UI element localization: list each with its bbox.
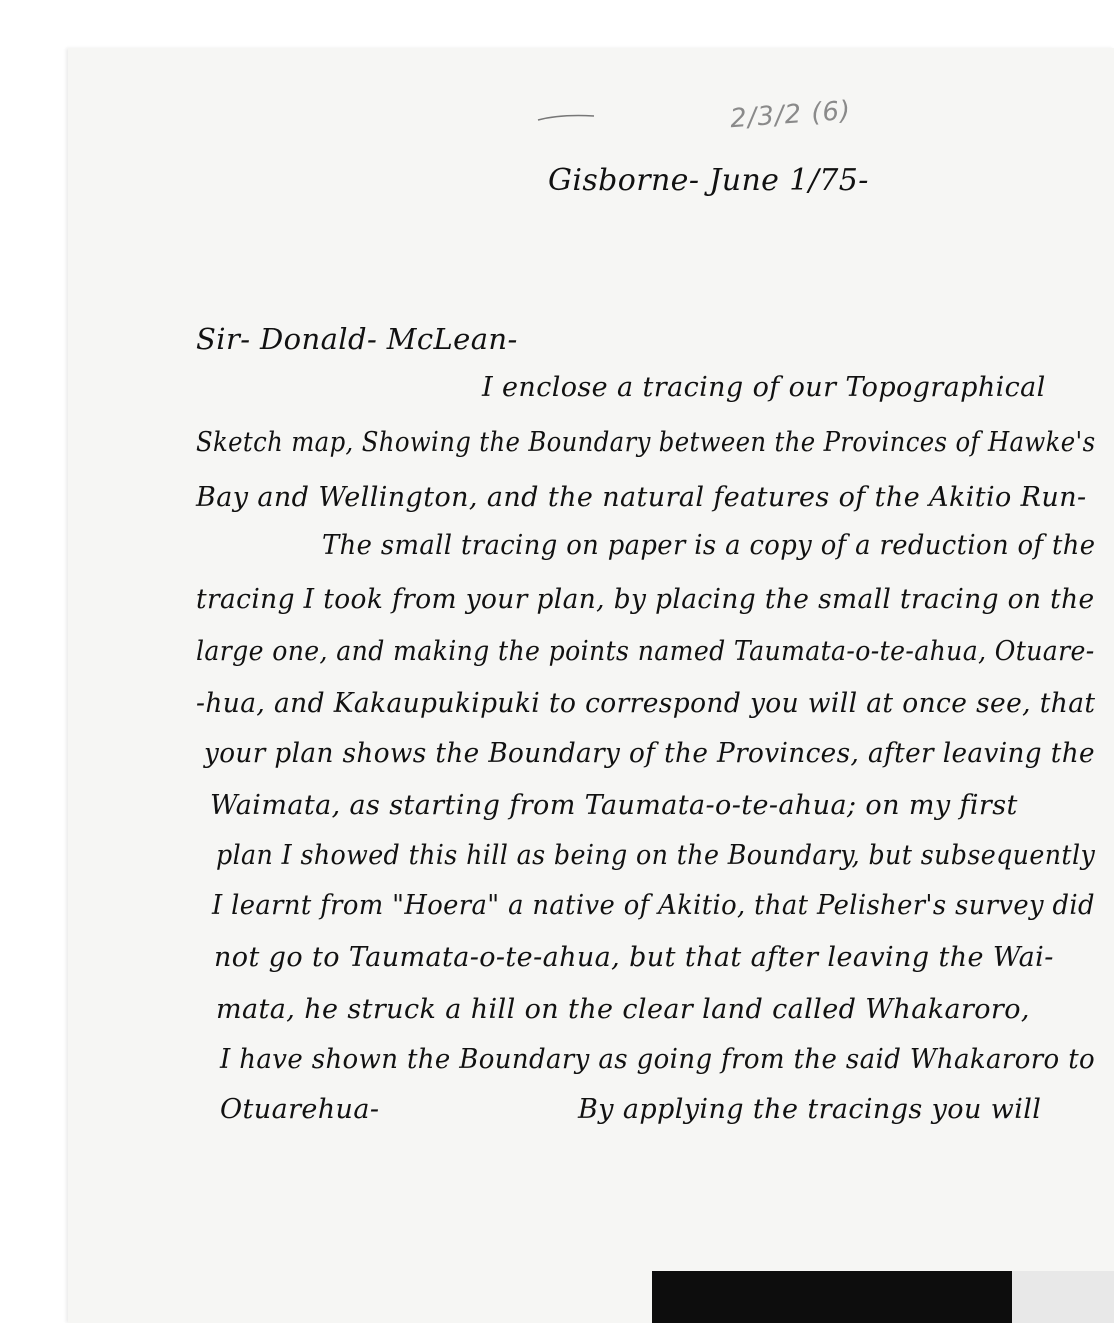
body-line: Bay and Wellington, and the natural features of the Akitio Run- [196,482,1087,513]
archive-reference-number: 2/3/2 (6) [729,95,853,135]
body-line: plan I showed this hill as being on the Boundary, but subsequently [216,840,1096,871]
body-line: Otuarehua- [220,1094,380,1125]
pencil-stroke-mark [536,112,596,122]
body-line: Waimata, as starting from Taumata-o-te-ahua; on my first [210,790,1018,821]
body-line: large one, and making the points named Taumata-o-te-ahua, Otuare- [196,636,1095,667]
body-line: tracing I took from your plan, by placing the small tracing on the [196,584,1095,615]
scanner-tab-edge [1012,1271,1114,1323]
body-line: -hua, and Kakaupukipuki to correspond you will at once see, that [196,688,1096,719]
letter-dateline: Gisborne- June 1/75- [548,163,869,198]
scanner-black-tab [652,1271,1012,1323]
body-line: mata, he struck a hill on the clear land called Whakaroro, [216,994,1030,1025]
body-line: your plan shows the Boundary of the Provinces, after leaving the [204,738,1095,769]
body-line: I learnt from "Hoera" a native of Akitio, that Pelisher's survey did [212,890,1095,921]
letter-page [68,48,1114,1323]
scan-margin [0,0,70,1323]
body-line: I have shown the Boundary as going from the said Whakaroro to [220,1044,1096,1075]
letter-salutation: Sir- Donald- McLean- [196,322,518,356]
body-line: Sketch map, Showing the Boundary between the Provinces of Hawke's [196,427,1096,458]
body-line: not go to Taumata-o-te-ahua, but that after leaving the Wai- [214,942,1054,973]
body-line: The small tracing on paper is a copy of a reduction of the [322,530,1096,561]
body-line: I enclose a tracing of our Topographical [482,372,1046,403]
closing-fragment: By applying the tracings you will [578,1094,1042,1125]
